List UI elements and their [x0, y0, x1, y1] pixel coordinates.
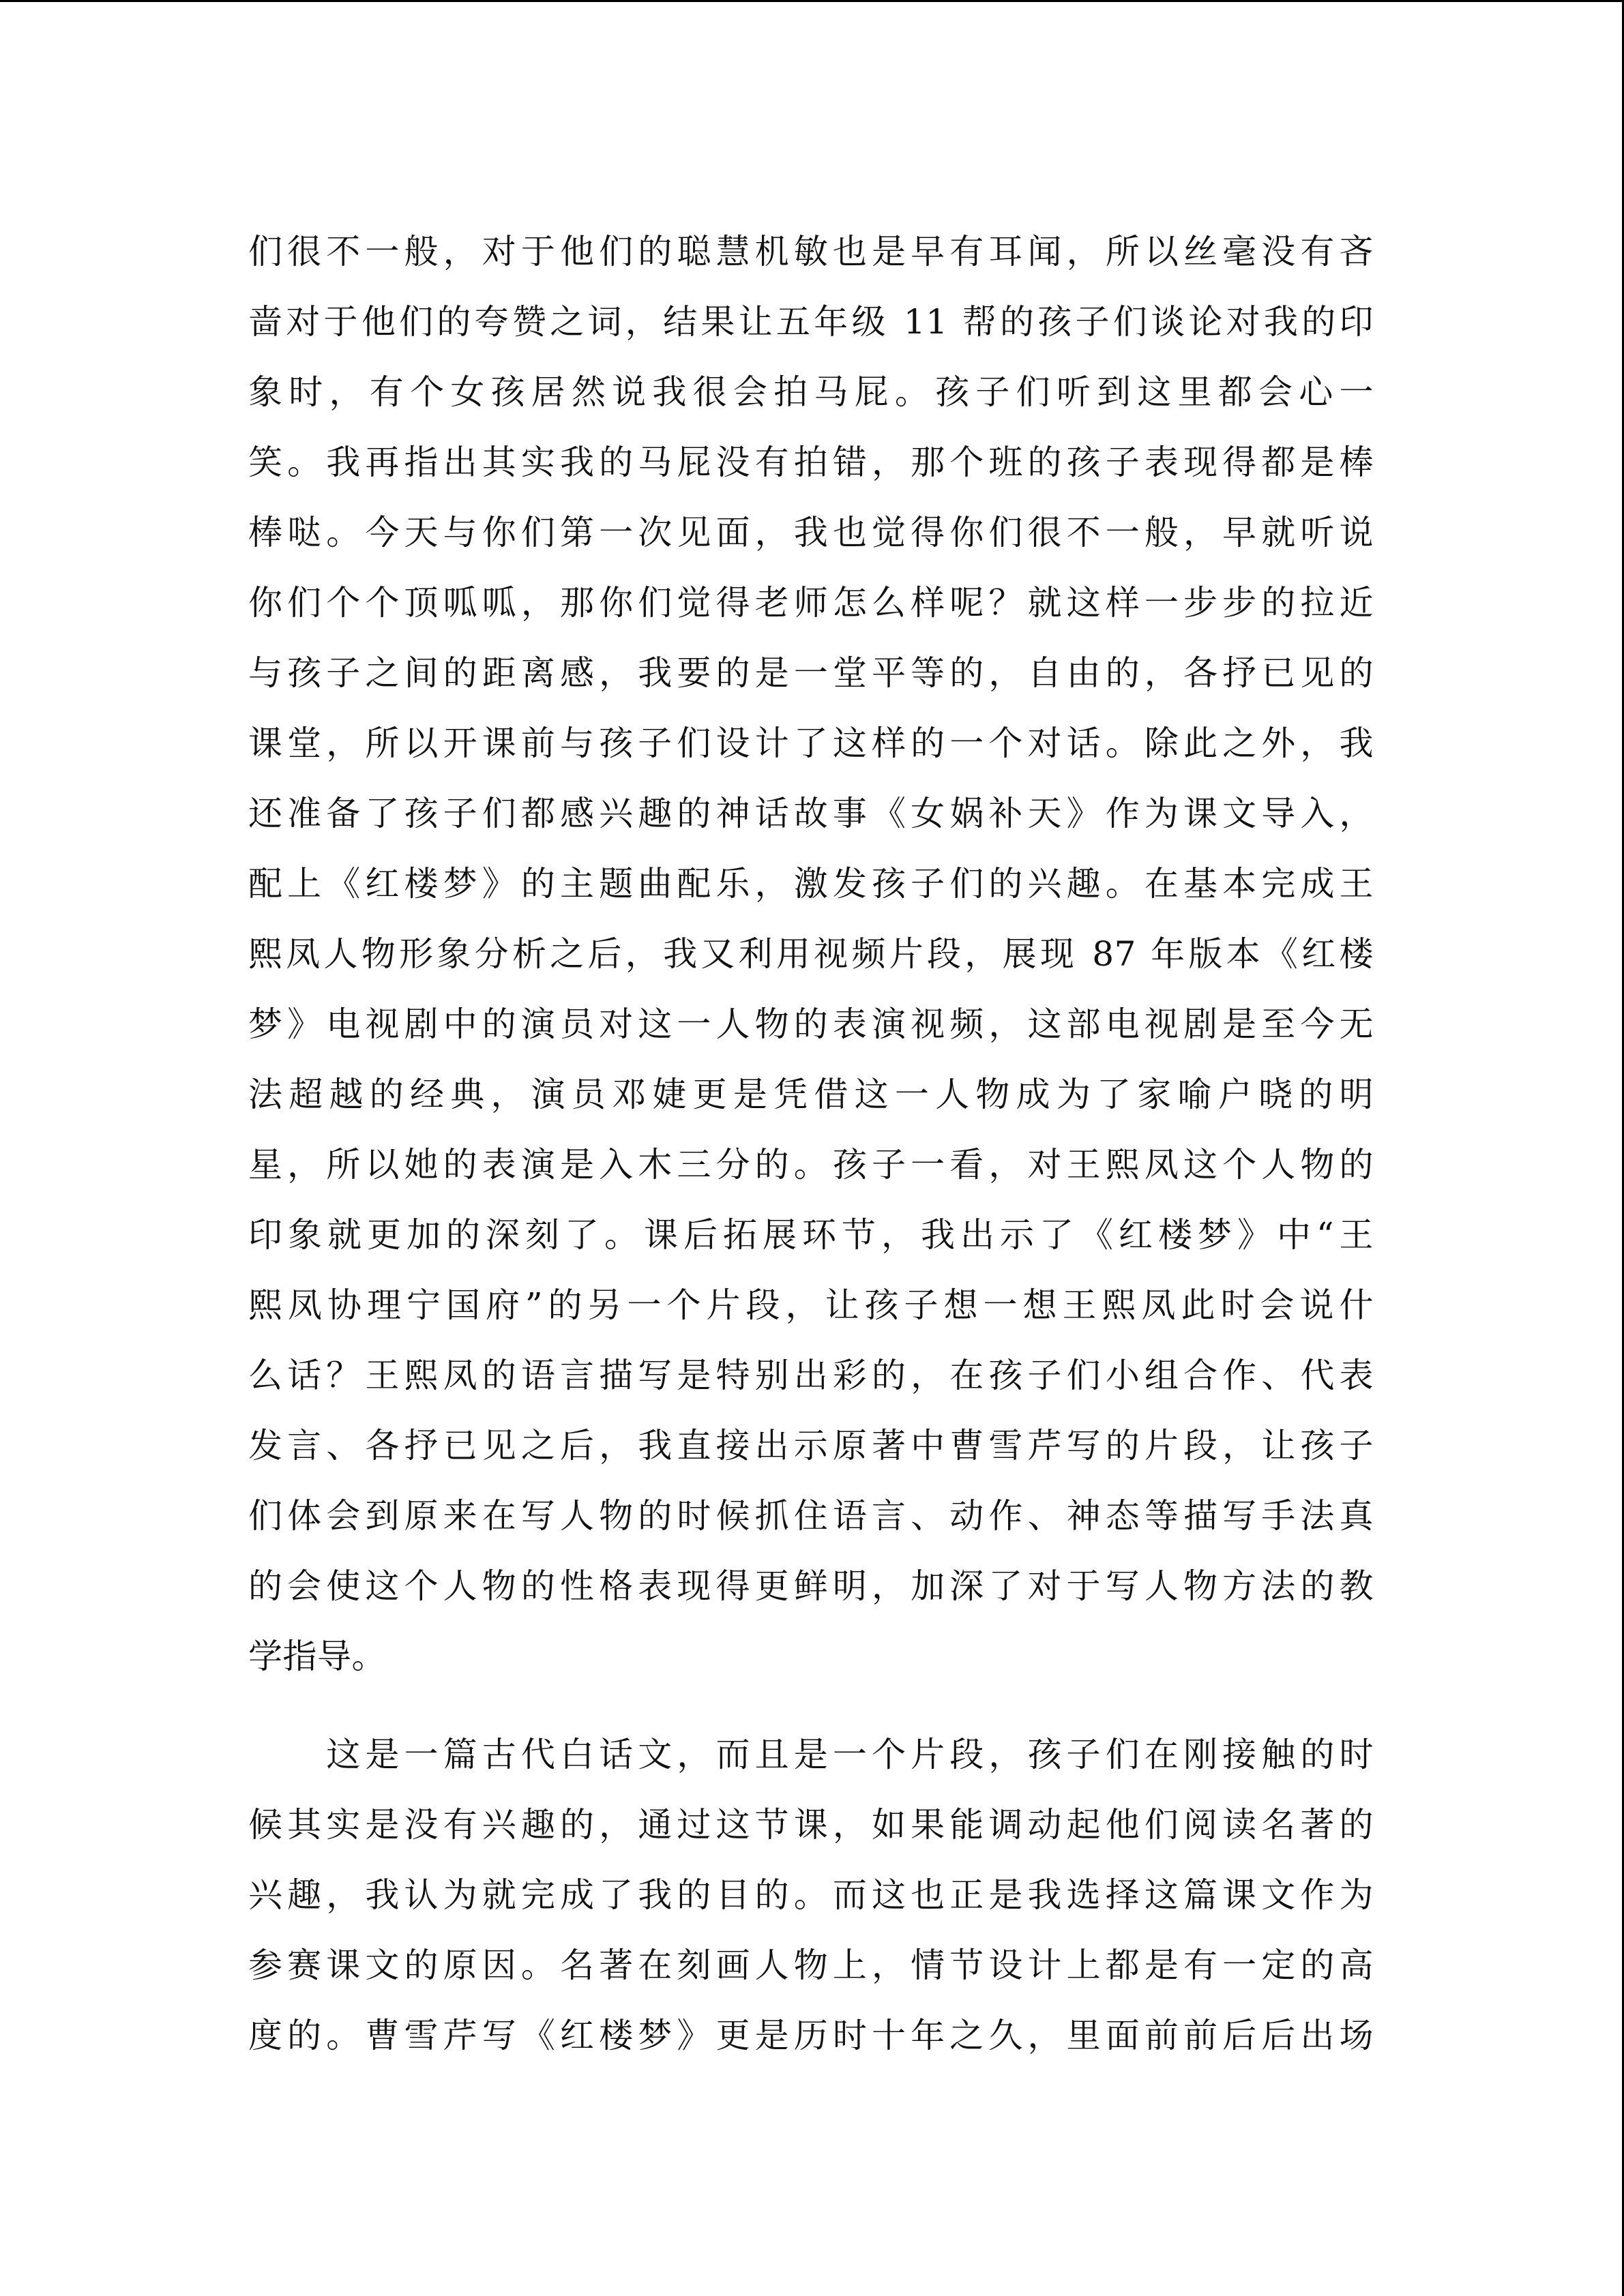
text-line: 你们个个顶呱呱，那你们觉得老师怎么样呢？就这样一步步的拉近	[248, 583, 1374, 623]
text-line: 学指导。	[248, 1637, 386, 1676]
paragraph-2	[248, 1720, 1374, 2071]
text-line: 法超越的经典，演员邓婕更是凭借这一人物成为了家喻户晓的明	[248, 1075, 1374, 1114]
text-line: 棒哒。今天与你们第一次见面，我也觉得你们很不一般，早就听说	[248, 513, 1374, 552]
text-line: 候其实是没有兴趣的，通过这节课，如果能调动起他们阅读名著的	[248, 1805, 1374, 1845]
document-body	[248, 217, 1374, 2071]
text-line: 参赛课文的原因。名著在刻画人物上，情节设计上都是有一定的高	[248, 1945, 1374, 1985]
text-line: 星，所以她的表演是入木三分的。孩子一看，对王熙凤这个人物的	[248, 1145, 1374, 1184]
paragraph-1	[248, 217, 1374, 1692]
text-line: 笑。我再指出其实我的马屁没有拍错，那个班的孩子表现得都是棒	[248, 443, 1374, 482]
text-line: 们很不一般，对于他们的聪慧机敏也是早有耳闻，所以丝毫没有吝	[248, 232, 1374, 271]
text-line: 熙凤协理宁国府”的另一个片段，让孩子想一想王熙凤此时会说什	[248, 1285, 1374, 1325]
paragraph-spacer	[248, 1692, 1374, 1720]
text-line: 么话？王熙凤的语言描写是特别出彩的，在孩子们小组合作、代表	[248, 1356, 1374, 1395]
text-line: 梦》电视剧中的演员对这一人物的表演视频，这部电视剧是至今无	[248, 1004, 1374, 1044]
text-line: 课堂，所以开课前与孩子们设计了这样的一个对话。除此之外，我	[248, 724, 1374, 763]
text-line: 这是一篇古代白话文，而且是一个片段，孩子们在刚接触的时	[248, 1735, 1374, 1774]
text-line: 们体会到原来在写人物的时候抓住语言、动作、神态等描写手法真	[248, 1496, 1374, 1536]
text-line: 度的。曹雪芹写《红楼梦》更是历时十年之久，里面前前后后出场	[248, 2016, 1374, 2055]
text-line: 象时，有个女孩居然说我很会拍马屁。孩子们听到这里都会心一	[248, 372, 1374, 412]
text-line: 兴趣，我认为就完成了我的目的。而这也正是我选择这篇课文作为	[248, 1875, 1374, 1915]
page-top-border	[0, 0, 1624, 2]
text-line: 的会使这个人物的性格表现得更鲜明，加深了对于写人物方法的教	[248, 1566, 1374, 1606]
text-line: 与孩子之间的距离感，我要的是一堂平等的，自由的，各抒已见的	[248, 653, 1374, 693]
text-line: 还准备了孩子们都感兴趣的神话故事《女娲补天》作为课文导入，	[248, 794, 1374, 833]
text-line: 印象就更加的深刻了。课后拓展环节，我出示了《红楼梦》中“王	[248, 1215, 1374, 1255]
text-line: 啬对于他们的夸赞之词，结果让五年级 11 帮的孩子们谈论对我的印	[248, 302, 1374, 342]
text-line: 发言、各抒已见之后，我直接出示原著中曹雪芹写的片段，让孩子	[248, 1426, 1374, 1465]
text-line: 配上《红楼梦》的主题曲配乐，激发孩子们的兴趣。在基本完成王	[248, 864, 1374, 904]
text-line: 熙凤人物形象分析之后，我又利用视频片段，展现 87 年版本《红楼	[248, 934, 1374, 974]
